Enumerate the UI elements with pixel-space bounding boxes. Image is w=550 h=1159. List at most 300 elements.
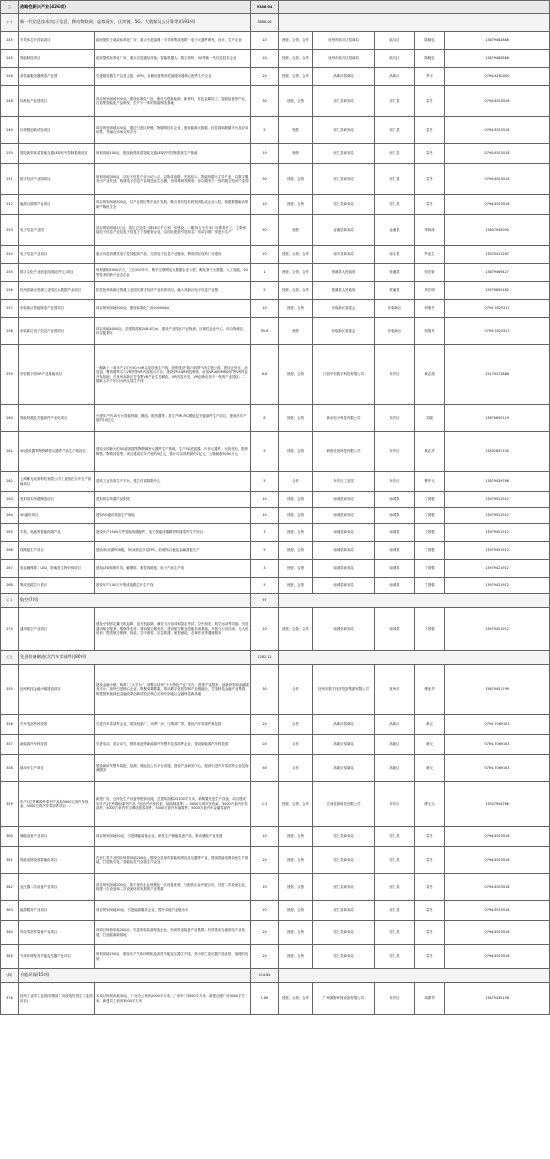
- investment-scale: 30: [251, 665, 279, 715]
- project-name: 汽车零部件科技园: [19, 715, 95, 735]
- table-row: [1, 32, 550, 50]
- contact-person: 陈晓忠: [415, 32, 445, 50]
- section-name: 先进装备制造(含汽车零部件)(80项): [19, 651, 251, 665]
- project-content: 引进汽车零部件企业，建设轮胎厂、冲焊厂房、压铸部厂等，建设汽车零部件科技园: [95, 715, 251, 735]
- investment-scale: 10: [251, 492, 279, 508]
- table-row: [1, 246, 550, 264]
- project-content: 建设全国最大的5G滤波器等陶瓷精密元器件生产基地，生产5G滤波器、片状元器件、无线充电、散热陶瓷、陶瓷封装等，项目建成后年产值约5亿元，预计可实现利润约1亿元，上缴税收5000万元: [95, 432, 251, 472]
- project-area: 崇仁县: [375, 195, 415, 215]
- project-content: 规划用地300亩，以电子信息产业为切入点，以集成电路、先进显示、智能终端为主导产业，以数字服务为产业外延，构建电子信息产业制造业生态圈，形成集研发制造、综合服务于一体的数字经济产业园: [95, 164, 251, 195]
- investment-scale: 20: [251, 847, 279, 874]
- project-area: 南城县: [375, 608, 415, 651]
- cooperation-mode: 独资、合资、合作: [279, 32, 313, 50]
- contact-unit: 崇仁县商务局: [313, 86, 375, 117]
- project-area: 高新区: [375, 715, 415, 735]
- contact-phone: 13879469427: [445, 264, 550, 282]
- project-area: 南丰县: [375, 246, 415, 264]
- contact-person: 袁冬: [415, 847, 445, 874]
- contact-person: 李宏明: [415, 282, 445, 300]
- project-name: 东临新区智能制造产业园项目: [19, 300, 95, 318]
- contact-person: 袁冬: [415, 827, 445, 847]
- table-row: [1, 492, 550, 508]
- project-area: 东乡区: [375, 345, 415, 405]
- contact-person: 袁冬: [415, 144, 445, 164]
- table-row: [1, 300, 550, 318]
- section-amount: 9386.04: [251, 1, 279, 14]
- investment-scale: 6: [251, 405, 279, 432]
- project-area: 崇仁县: [375, 874, 415, 901]
- contact-phone: 13879439766: [445, 472, 550, 492]
- investment-scale: 20: [251, 921, 279, 945]
- project-number: 261: [1, 432, 19, 472]
- investment-scale: 1.89: [251, 983, 279, 1015]
- project-area: 东乡区: [375, 472, 415, 492]
- contact-person: 缪天元: [415, 782, 445, 827]
- contact-phone: 15179371888: [445, 345, 550, 405]
- section-blank: [279, 14, 550, 32]
- contact-phone: 0794-6315518: [445, 901, 550, 921]
- project-content: 虚拟现实终端产品制造: [95, 492, 251, 508]
- project-number: 262: [1, 472, 19, 492]
- project-name: 电子信息产业园: [19, 215, 95, 246]
- investment-scale: 10: [251, 874, 279, 901]
- section-blank: [279, 651, 550, 665]
- contact-unit: 崇仁县商务局: [313, 827, 375, 847]
- investment-scale: 3: [251, 524, 279, 542]
- project-name: 集成电路芯片项目: [19, 578, 95, 594]
- project-content: 建设单/双面PCB板，单/双面及多层FPC，软硬结合板及金属基板生产: [95, 542, 251, 560]
- project-area: 临川区: [375, 50, 415, 68]
- contact-phone: 0794-7825317: [445, 318, 550, 345]
- cooperation-mode: 独资、合资: [279, 921, 313, 945]
- project-name: 抚州工业园工业园(收购原厂房改造性再生工业园项目): [19, 983, 95, 1015]
- investment-scale: 20: [251, 68, 279, 86]
- cooperation-mode: 独资、合资: [279, 901, 313, 921]
- contact-unit: 抚州市数字经济投资集团有限公司: [313, 665, 375, 715]
- cooperation-mode: 独资、合资: [279, 542, 313, 560]
- project-area: 东乡区: [375, 983, 415, 1015]
- contact-person: 丁国强: [415, 542, 445, 560]
- contact-phone: 13879435158: [445, 983, 550, 1015]
- contact-unit: 东临新区管委会: [313, 300, 375, 318]
- project-name: 东临新区电子信息产业园项目: [19, 318, 95, 345]
- project-content: 项目规划用地700亩，建设标准化厂房，重点引进新能源、新材料、有色金属加工、智能装备等产业，打造集智能化产品研发、生产于一体的智能制造基地: [95, 86, 251, 117]
- project-content: 政府提供土地或标准化厂房，重点引进晶圆－半导体集成电路－电子元器件研发、设计、生产企业: [95, 32, 251, 50]
- subsection-row: [1, 651, 550, 665]
- investment-scale: 1.3: [251, 782, 279, 827]
- project-name: 电子信息产业项目: [19, 246, 95, 264]
- project-area: 东临新区: [375, 318, 415, 345]
- contact-unit: 崇仁县商务局: [313, 874, 375, 901]
- contact-phone: 0794-7069103: [445, 715, 550, 735]
- investment-scale: 5: [251, 578, 279, 594]
- table-row: [1, 50, 550, 68]
- contact-phone: 13979421912: [445, 492, 550, 508]
- project-name: 储能设备产业项目: [19, 827, 95, 847]
- cooperation-mode: 独资、合资: [279, 508, 313, 524]
- cooperation-mode: 独资、合资、合作: [279, 264, 313, 282]
- contact-phone: 0794-6315518: [445, 164, 550, 195]
- contact-phone: 13979421912: [445, 560, 550, 578]
- project-number: 376: [1, 983, 19, 1015]
- contact-person: 罗平: [415, 68, 445, 86]
- cooperation-mode: 独资: [279, 117, 313, 144]
- table-row: [1, 715, 550, 735]
- project-number: 266: [1, 542, 19, 560]
- project-area: 高新区: [375, 755, 415, 782]
- subsection-row: [1, 594, 550, 608]
- investment-scale: 10: [251, 246, 279, 264]
- section-number: 二: [1, 1, 19, 14]
- project-name: 能源互联网产业项目: [19, 195, 95, 215]
- contact-unit: 资溪县人民政府: [313, 264, 375, 282]
- project-name: 华信数字园VR产业基地项目: [19, 345, 95, 405]
- project-area: 临川区: [375, 32, 415, 50]
- contact-unit: 高新区招商局: [313, 755, 375, 782]
- contact-person: 袁冬: [415, 117, 445, 144]
- contact-unit: 新余电子科技有限公司: [313, 405, 375, 432]
- contact-unit: 南城县商务局: [313, 578, 375, 594]
- contact-unit: 崇仁县商务局: [313, 164, 375, 195]
- contact-phone: 13979421912: [445, 508, 550, 524]
- contact-unit: 资溪县人民政府: [313, 282, 375, 300]
- investment-scale: 10: [251, 195, 279, 215]
- project-content: 项目规划用地300亩，以产业园区集中连片发展，吸引具有技术研发团队或企业入驻，构建数据驱动的研产购机生态: [95, 195, 251, 215]
- section-amount: 1282.11: [251, 651, 279, 665]
- table-row: [1, 318, 550, 345]
- section-name: 航空(7项): [19, 594, 251, 608]
- subsection-row: [1, 14, 550, 32]
- contact-unit: 抚州市临川区招商局: [313, 32, 375, 50]
- project-content: 引进电动、混合动力、燃料电池等新能源汽车整车及零部件企业，建设新能源汽车科技园: [95, 735, 251, 755]
- table-row: [1, 827, 550, 847]
- investment-scale: 1: [251, 264, 279, 282]
- project-number: 362: [1, 874, 19, 901]
- project-area: 资溪县: [375, 282, 415, 300]
- contact-unit: 崇仁县商务局: [313, 195, 375, 215]
- contact-phone: 0794-6315518: [445, 144, 550, 164]
- project-area: 抚州市: [375, 665, 415, 715]
- project-number: 359: [1, 782, 19, 827]
- project-name: 国电新型高清智能交通LED信号控制系统项目: [19, 144, 95, 164]
- table-row: [1, 432, 550, 472]
- contact-person: 刘渡: [415, 405, 445, 432]
- project-area: 崇仁县: [375, 901, 415, 921]
- project-content: 建设5G通讯设备生产基地: [95, 508, 251, 524]
- table-row: [1, 755, 550, 782]
- contact-phone: 0794-6315518: [445, 921, 550, 945]
- project-number: 256: [1, 282, 19, 300]
- project-area: 崇仁县: [375, 117, 415, 144]
- investment-scale: 10: [251, 827, 279, 847]
- project-name: 5G滤波器等陶瓷精密元器件产品生产线项目: [19, 432, 95, 472]
- investment-scale: 10: [251, 32, 279, 50]
- project-number: 245: [1, 50, 19, 68]
- contact-unit: 南城县商务局: [313, 492, 375, 508]
- cooperation-mode: 独资、合资: [279, 405, 313, 432]
- project-area: 崇仁县: [375, 144, 415, 164]
- section-amount: 97: [251, 594, 279, 608]
- project-name: 气体环网柜及节能变压器产业项目: [19, 945, 95, 969]
- subsection-row: [1, 969, 550, 983]
- contact-person: 袁冬: [415, 874, 445, 901]
- section-row: [1, 1, 550, 14]
- cooperation-mode: 独资、合资: [279, 524, 313, 542]
- section-name: 新一代信息技术(电子信息、移动物联网、虚拟现实、区块链、5G、大数据及云计算等)(193项): [19, 14, 251, 32]
- table-row: [1, 735, 550, 755]
- cooperation-mode: 独资、合资: [279, 492, 313, 508]
- project-name: 抚州科技金融小镇建设项目: [19, 665, 95, 715]
- contact-person: 丁国强: [415, 560, 445, 578]
- cooperation-mode: 独资、合资: [279, 86, 313, 117]
- contact-phone: 0794-7825317: [445, 300, 550, 318]
- project-name: 数字经济产业园项目: [19, 164, 95, 195]
- project-content: 规划用地100亩，建设新型高清智能交通LED信号控制系统生产基地: [95, 144, 251, 164]
- contact-phone: 13507944766: [445, 782, 550, 827]
- project-content: 该项目规划用地200亩，引进风电装备制造企业，形成风电装备产业集群，有效带动当地风电产业发展，打造能源新基地: [95, 921, 251, 945]
- contact-unit: 南城县商务局: [313, 542, 375, 560]
- project-content: 在崇仁县产业园区规划用地200亩，围绕全县现有智能电网及变压器等产业，建设智能电网设备生产基地，打造数字化、智能化电气设备生产企业: [95, 847, 251, 874]
- table-row: [1, 608, 550, 651]
- project-content: 重点引进消费类电子及其配套产品，完善电子信息产业链条，利用园区现有厂房建设: [95, 246, 251, 264]
- project-area: 南城县: [375, 524, 415, 542]
- contact-unit: 江西华信数字科技有限公司: [313, 345, 375, 405]
- project-number: 258: [1, 318, 19, 345]
- project-area: 东乡区: [375, 432, 415, 472]
- table-row: [1, 524, 550, 542]
- project-number: 254: [1, 246, 19, 264]
- contact-unit: 南城县商务局: [313, 524, 375, 542]
- contact-unit: 抚州市临川区招商局: [313, 50, 375, 68]
- project-content: 项目用地4000亩，总建筑面积208.8万㎡，建设产业园区产业物流、区域性企业中心、综合物流区、综合配套区: [95, 318, 251, 345]
- project-number: 259: [1, 345, 19, 405]
- table-row: [1, 847, 550, 874]
- project-name: 变压器二次设备产业项目: [19, 874, 95, 901]
- table-row: [1, 542, 550, 560]
- project-area: 资溪县: [375, 264, 415, 282]
- project-name: 电容触摸屏、LED、影像及生物识别项目: [19, 560, 95, 578]
- investment-scale: 5: [251, 117, 279, 144]
- section-blank: [279, 594, 550, 608]
- project-number: 250: [1, 144, 19, 164]
- table-row: [1, 983, 550, 1015]
- project-name: 通用航空产业项目: [19, 608, 95, 651]
- table-row: [1, 560, 550, 578]
- table-row: [1, 264, 550, 282]
- project-number: 255: [1, 264, 19, 282]
- project-number: 249: [1, 117, 19, 144]
- cooperation-mode: 独资、合资: [279, 164, 313, 195]
- project-name: 年产1亿件橡胶件系列产品及5000万套汽车线束、5000万套汽车零部件项目: [19, 782, 95, 827]
- contact-phone: 13502897135: [445, 432, 550, 472]
- project-number: 275: [1, 608, 19, 651]
- contact-phone: 13979421912: [445, 542, 550, 560]
- project-content: 项目规划用地1万亩，园区已完成一期16万平方米厂房建设，二期70万平方米厂房即将开工，主要承接电子信息产业及电子信息上下游配套企业，以园区配套引进知名厂房或自建厂房进行生产: [95, 215, 251, 246]
- project-content: 引进服务器生产以及主板、GPU、存储设备等高性能服务器核心配件生产企业: [95, 68, 251, 86]
- section-name: 战略性新兴产业(426项): [19, 1, 251, 14]
- section-blank: [279, 969, 550, 983]
- project-number: 248: [1, 86, 19, 117]
- contact-phone: 13607945000: [445, 215, 550, 246]
- investment-scale: 10: [251, 508, 279, 524]
- investment-scale: 20: [251, 715, 279, 735]
- contact-unit: 东乡区工业园: [313, 472, 375, 492]
- contact-unit: 南丰县商务局: [313, 246, 375, 264]
- investment-scale: 10: [251, 144, 279, 164]
- contact-person: 周保华: [415, 983, 445, 1015]
- table-row: [1, 345, 550, 405]
- table-row: [1, 215, 550, 246]
- project-area: 崇仁县: [375, 827, 415, 847]
- contact-phone: 0794-7069103: [445, 735, 550, 755]
- project-content: 新建厂房、仓库及生产设备等配套设施，总建筑面积25100平方米，新购置先进生产设备，项目建成后年产1亿件橡胶系列产品（包括汽车密封条、硅胶制品等）、5000万套汽车线束、5000万套汽车零部件、5000万套汽车空调设备零部件、5000万套汽车减震件、5000万套汽车金属零部件: [95, 782, 251, 827]
- section-number: (三): [1, 651, 19, 665]
- project-name: 上海紫光成套科技有限公司工业园在东乡生产基地项目: [19, 472, 95, 492]
- project-name: 风电零部件装备产业项目: [19, 921, 95, 945]
- cooperation-mode: 独资、合资: [279, 945, 313, 969]
- table-row: [1, 405, 550, 432]
- table-row: [1, 472, 550, 492]
- table-row: [1, 68, 550, 86]
- contact-phone: 13879482886: [445, 50, 550, 68]
- project-number: 364: [1, 921, 19, 945]
- project-name: 手机、电脑等智能终端产品: [19, 524, 95, 542]
- contact-unit: 崇仁县商务局: [313, 945, 375, 969]
- contact-unit: 研创光电科技有限公司: [313, 432, 375, 472]
- cooperation-mode: 合作: [279, 665, 313, 715]
- section-number: (一): [1, 14, 19, 32]
- contact-person: 黄元: [415, 755, 445, 782]
- project-area: 金溪县: [375, 215, 415, 246]
- contact-phone: 0794-7069103: [445, 755, 550, 782]
- contact-unit: 崇仁县商务局: [313, 847, 375, 874]
- project-area: 东乡区: [375, 782, 415, 827]
- project-area: 东临新区: [375, 300, 415, 318]
- project-name: 标准化产业园项目: [19, 86, 95, 117]
- project-number: 253: [1, 215, 19, 246]
- contact-unit: 崇仁县商务局: [313, 901, 375, 921]
- cooperation-mode: 独资、合资、合作: [279, 608, 313, 651]
- table-row: [1, 874, 550, 901]
- table-row: [1, 945, 550, 969]
- project-number: 358: [1, 755, 19, 782]
- contact-phone: 0794-6315518: [445, 874, 550, 901]
- contact-phone: 0794-6315518: [445, 195, 550, 215]
- section-amount: 5688.06: [251, 14, 279, 32]
- cooperation-mode: 独资、合资、合作: [279, 246, 313, 264]
- project-area: 南城县: [375, 492, 415, 508]
- contact-unit: 高新区招商局: [313, 68, 375, 86]
- project-name: 5G通讯项目: [19, 508, 95, 524]
- table-body: [1, 1, 550, 1015]
- project-content: 项目规划用地100亩，通过引进区块链、物联网技术企业，建设能源大数据、信息基础数据平台及应用场景，并融合市场交易平台: [95, 117, 251, 144]
- contact-person: 袁冬: [415, 195, 445, 215]
- cooperation-mode: 独资、合资: [279, 874, 313, 901]
- contact-person: 罗连生: [415, 246, 445, 264]
- project-number: 357: [1, 735, 19, 755]
- project-area: 崇仁县: [375, 847, 415, 874]
- project-name: 数字文化产业创业园(数创中心)项目: [19, 264, 95, 282]
- project-name: 区块链创新试验项目: [19, 117, 95, 144]
- contact-unit: 高新区招商局: [313, 715, 375, 735]
- project-content: 建设工业仿真生产平台，建立仿真数据中心: [95, 472, 251, 492]
- contact-unit: 金溪县商务局: [313, 215, 375, 246]
- contact-person: 何瑞升: [415, 300, 445, 318]
- contact-person: 黄元: [415, 715, 445, 735]
- investment-scale: 6.8: [251, 345, 279, 405]
- section-number: (四): [1, 969, 19, 983]
- contact-person: 傅征华: [415, 665, 445, 715]
- project-name: 高性能服务器制造产业园: [19, 68, 95, 86]
- investment-scale: 50: [251, 755, 279, 782]
- project-number: 355: [1, 665, 19, 715]
- project-content: 项目规划用地500亩，建设标准化厂房200000㎡: [95, 300, 251, 318]
- project-number: 252: [1, 195, 19, 215]
- project-area: 高新区: [375, 68, 415, 86]
- project-name: 线路板生产项目: [19, 542, 95, 560]
- project-content: 规划面积5000平方，工位200多个，吸引互联网及大数据企业入驻；孵化基于大数据、人工智能、5G等技术的新兴业态企业: [95, 264, 251, 282]
- investment-scale: 10: [251, 50, 279, 68]
- investment-scale: 20: [251, 945, 279, 969]
- cooperation-mode: 独资、合资、合作: [279, 282, 313, 300]
- contact-person: 丁国强: [415, 608, 445, 651]
- project-number: 267: [1, 560, 19, 578]
- project-name: 虚拟现实终端制造项目: [19, 492, 95, 508]
- project-number: 363: [1, 901, 19, 921]
- contact-person: 黄元: [415, 735, 445, 755]
- table-row: [1, 508, 550, 524]
- project-area: 东乡区: [375, 405, 415, 432]
- contact-phone: 15679451199: [445, 665, 550, 715]
- cooperation-mode: 独资: [279, 144, 313, 164]
- cooperation-mode: 独资、合资: [279, 847, 313, 874]
- investment-scale: 30: [251, 164, 279, 195]
- project-number: 365: [1, 945, 19, 969]
- project-content: 本项目规划用地30亩，厂房办公场所2000平方米，厂房车门3000平方米，新建仓储厂房3000平方米，新建员工宿舍3000平方米: [95, 983, 251, 1015]
- contact-person: 黄志翔: [415, 345, 445, 405]
- contact-phone: 0794-6315518: [445, 827, 550, 847]
- project-area: 崇仁县: [375, 921, 415, 945]
- contact-person: 丁国强: [415, 508, 445, 524]
- project-area: 高新区: [375, 735, 415, 755]
- project-content: 建设年产2500万件智能终端配件、电子智能终端精密机械零件生产项目: [95, 524, 251, 542]
- table-row: [1, 117, 550, 144]
- project-area: 南城县: [375, 578, 415, 594]
- investment-scale: 50: [251, 215, 279, 246]
- project-content: 规划用地200亩，建设年产气体环网柜及高效节能变压器生产线，突出崇仁变压器产品优势，低耗的优势: [95, 945, 251, 969]
- contact-phone: 0794-6315518: [445, 945, 550, 969]
- cooperation-mode: 独资、合资: [279, 345, 313, 405]
- project-number: 246: [1, 68, 19, 86]
- contact-phone: 0794-8261000: [445, 68, 550, 86]
- table-row: [1, 782, 550, 827]
- section-name: 节能环保(15项): [19, 969, 251, 983]
- project-number: 360: [1, 827, 19, 847]
- cooperation-mode: 独资: [279, 215, 313, 246]
- project-area: 崇仁县: [375, 945, 415, 969]
- contact-phone: 13979421912: [445, 608, 550, 651]
- project-area: 崇仁县: [375, 164, 415, 195]
- contact-person: 袁冬: [415, 164, 445, 195]
- contact-phone: 13879482886: [445, 32, 550, 50]
- contact-person: 黄志华: [415, 432, 445, 472]
- contact-phone: 15979850182: [445, 282, 550, 300]
- contact-unit: 崇仁县商务局: [313, 921, 375, 945]
- project-name: 能源服务产业项目: [19, 901, 95, 921]
- project-area: 南城县: [375, 508, 415, 524]
- project-name: 智能电网设备智能化项目: [19, 847, 95, 874]
- project-area: 南城县: [375, 560, 415, 578]
